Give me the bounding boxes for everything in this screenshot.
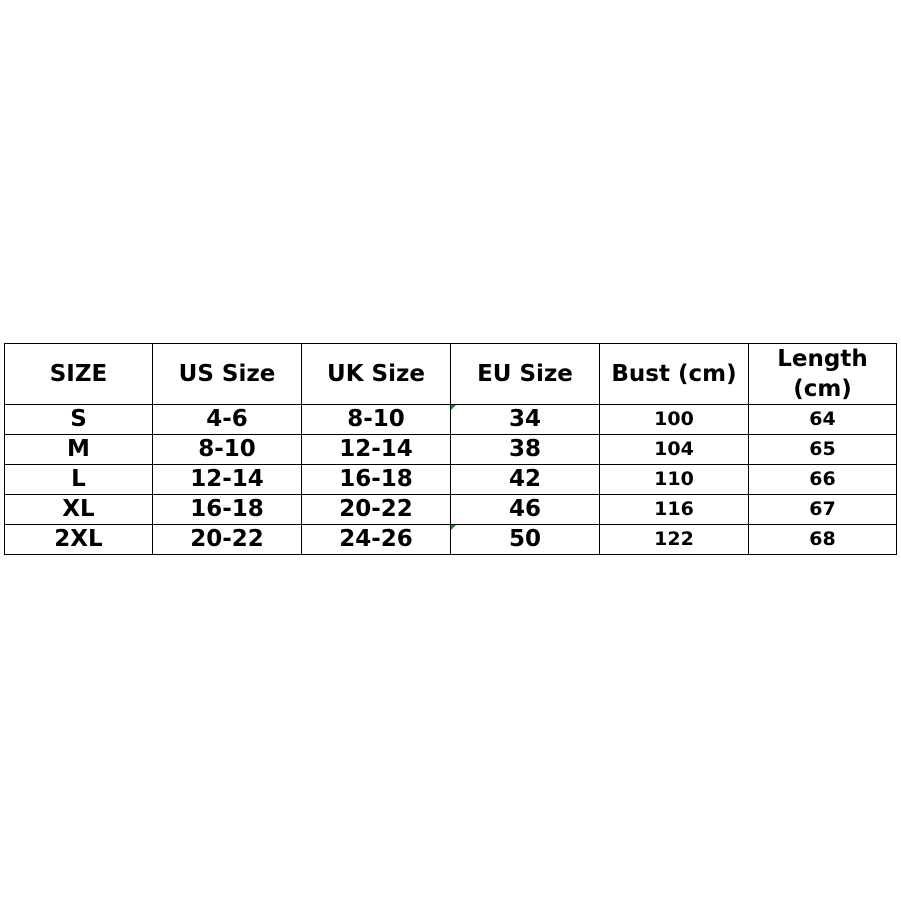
cell-bust: 122 xyxy=(600,525,749,555)
cell-eu-size-value: 50 xyxy=(508,526,541,552)
cell-length: 66 xyxy=(749,465,897,495)
header-uk-size: UK Size xyxy=(302,344,451,405)
table-row xyxy=(5,465,897,495)
cell-us-size: 16-18 xyxy=(153,495,302,525)
cell-eu-size xyxy=(451,525,600,555)
cell-bust: 110 xyxy=(600,465,749,495)
cell-length: 68 xyxy=(749,525,897,555)
cell-uk-size: 12-14 xyxy=(302,435,451,465)
table-row xyxy=(5,405,897,435)
cell-eu-size: 46 xyxy=(451,495,600,525)
cell-uk-size: 24-26 xyxy=(302,525,451,555)
cell-marker-icon xyxy=(451,405,456,410)
cell-eu-size: 42 xyxy=(451,465,600,495)
cell-size: 2XL xyxy=(5,525,153,555)
header-eu-size: EU Size xyxy=(451,344,600,405)
cell-uk-size: 8-10 xyxy=(302,405,451,435)
cell-eu-size xyxy=(451,405,600,435)
cell-length: 65 xyxy=(749,435,897,465)
table-row xyxy=(5,435,897,465)
cell-length: 67 xyxy=(749,495,897,525)
cell-eu-size: 38 xyxy=(451,435,600,465)
header-length: Length (cm) xyxy=(749,344,897,405)
cell-bust: 104 xyxy=(600,435,749,465)
header-size: SIZE xyxy=(5,344,153,405)
table-header-row xyxy=(5,344,897,405)
table-row xyxy=(5,525,897,555)
cell-bust: 100 xyxy=(600,405,749,435)
header-bust: Bust (cm) xyxy=(600,344,749,405)
size-chart-table xyxy=(4,343,897,555)
cell-size: XL xyxy=(5,495,153,525)
cell-length: 64 xyxy=(749,405,897,435)
cell-us-size: 8-10 xyxy=(153,435,302,465)
cell-uk-size: 20-22 xyxy=(302,495,451,525)
cell-us-size: 12-14 xyxy=(153,465,302,495)
cell-us-size: 4-6 xyxy=(153,405,302,435)
cell-bust: 116 xyxy=(600,495,749,525)
cell-us-size: 20-22 xyxy=(153,525,302,555)
table-row xyxy=(5,495,897,525)
cell-marker-icon xyxy=(451,525,456,530)
cell-uk-size: 16-18 xyxy=(302,465,451,495)
cell-size: S xyxy=(5,405,153,435)
cell-size: M xyxy=(5,435,153,465)
cell-eu-size-value: 34 xyxy=(508,406,541,432)
header-us-size: US Size xyxy=(153,344,302,405)
cell-size: L xyxy=(5,465,153,495)
